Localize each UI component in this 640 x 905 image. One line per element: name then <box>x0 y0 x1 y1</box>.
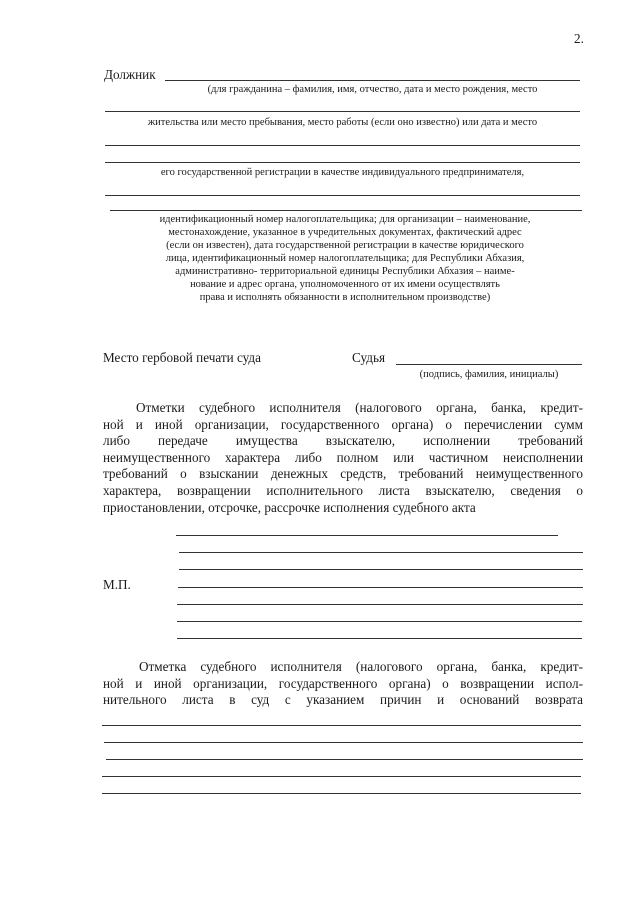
bailiff-marks-line[interactable] <box>176 535 558 536</box>
debtor-hint: (для гражданина – фамилия, имя, отчество, дата и место рождения, место <box>207 84 538 95</box>
debtor-label: Должник <box>104 67 156 82</box>
bailiff-marks-line[interactable] <box>178 587 583 588</box>
debtor-hint: жительства или место пребывания, место работы (если оно известно) или дата и место <box>147 117 538 128</box>
debtor-field-line[interactable] <box>165 80 580 81</box>
judge-signature-hint: (подпись, фамилия, инициалы) <box>419 369 559 380</box>
return-mark-paragraph: Отметка судебного исполнителя (налогового органа, банка, кредит- ной и иной организации, государственного органа) о возвращении испол- нительного листа в суд с указанием причин и оснований возврата <box>103 659 583 708</box>
bailiff-marks-line[interactable] <box>179 569 583 570</box>
bailiff-marks-line[interactable] <box>177 621 582 622</box>
return-mark-line[interactable] <box>102 776 581 777</box>
return-mark-line[interactable] <box>102 793 581 794</box>
bailiff-marks-line[interactable] <box>179 552 583 553</box>
debtor-field-line[interactable] <box>105 145 580 146</box>
debtor-hint: его государственной регистрации в качестве индивидуального предпринимателя, <box>160 167 525 178</box>
judge-signature-line[interactable] <box>396 364 582 365</box>
stamp-label: М.П. <box>103 577 131 592</box>
bailiff-marks-line[interactable] <box>177 604 583 605</box>
judge-label: Судья <box>352 350 386 365</box>
return-mark-line[interactable] <box>102 725 581 726</box>
bailiff-marks-paragraph: Отметки судебного исполнителя (налогового органа, банка, кредит- ной и иной организации, государственного органа) о перечислении сумм либо передаче имущества взыскателю, исполнении требований неимущественного характера либо полном или частичном неисполнении требований о взыскании денежных средств, требований неимущественного характера, возвращении исполнительного листа взыскателю, сведения о приостановлении, отсрочке, рассрочке исполнения судебного акта <box>103 400 583 515</box>
page-number: 2. <box>574 31 584 46</box>
return-mark-line[interactable] <box>104 742 583 743</box>
debtor-field-line[interactable] <box>105 111 580 112</box>
debtor-field-line[interactable] <box>105 195 580 196</box>
debtor-field-line[interactable] <box>105 162 580 163</box>
bailiff-marks-line[interactable] <box>177 638 582 639</box>
debtor-org-hint: идентификационный номер налогоплательщика; для организации – наименование, местонахождение, указанное в учредительных документах, фактический адрес (если он известен), дата государственной регистрации в качестве юридического лица, идентификационный номер налогоплательщика; для Республики Абхазия, административно- территориальной единицы Республики Абхазия – наиме- нование и адрес органа, уполномоченного от их имени осуществлять права и исполнять обязанности в исполнительном производстве) <box>159 214 531 303</box>
seal-place-label: Место гербовой печати суда <box>103 350 261 365</box>
debtor-field-line[interactable] <box>110 210 582 211</box>
return-mark-line[interactable] <box>106 759 583 760</box>
